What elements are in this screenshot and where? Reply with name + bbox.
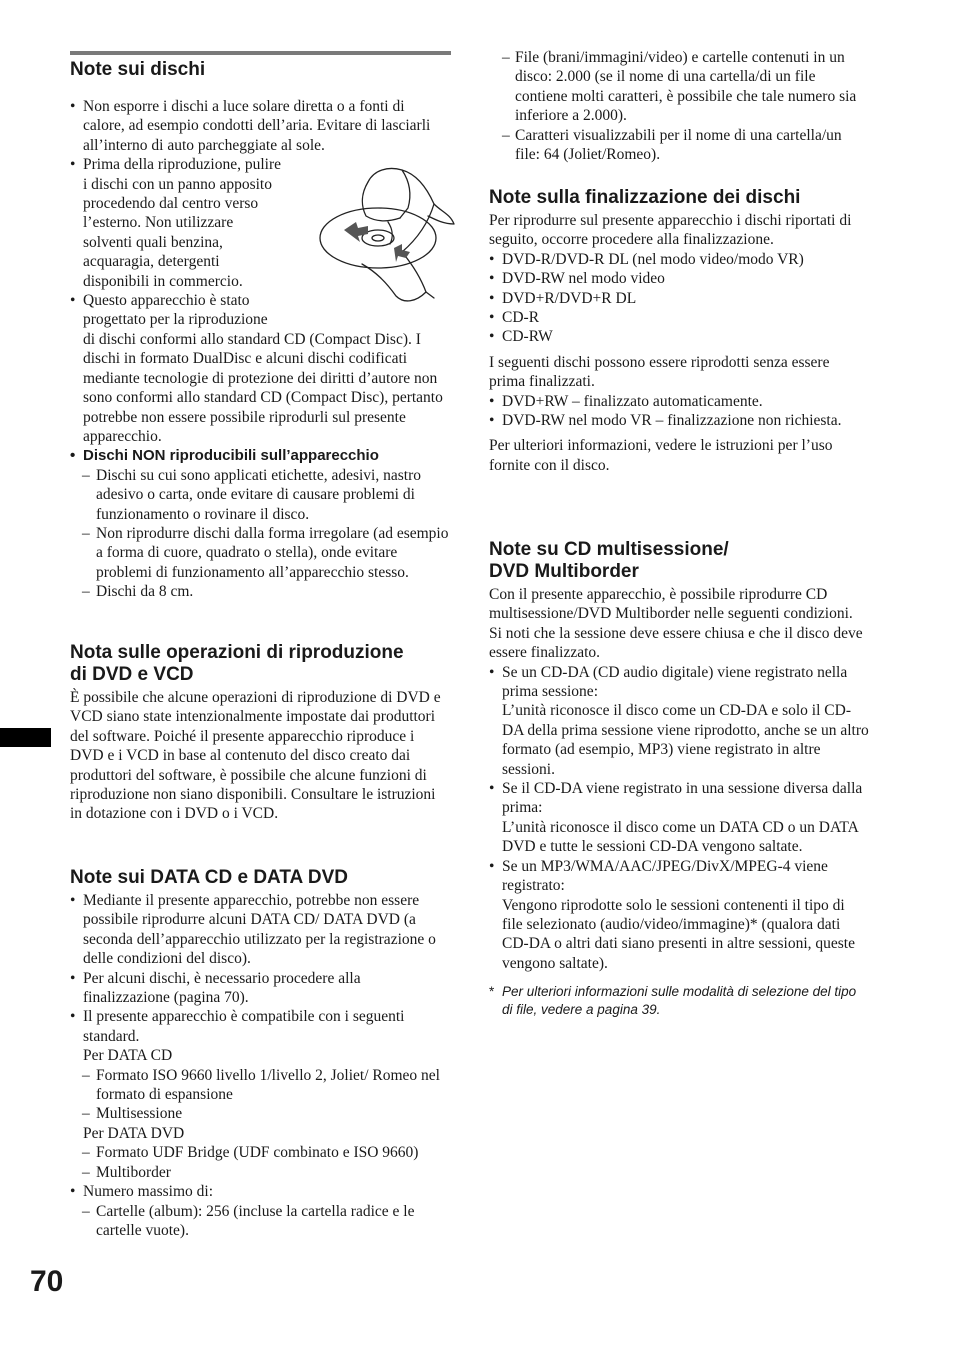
dash-etichette: – Dischi su cui sono applicati etichette, adesivi, nastro adesivo o carta, onde evitare di causare problemi di funzionamento o rovinare il disco. <box>70 466 450 524</box>
paragraph-finalizzazione-intro: Per riprodurre sul presente apparecchio i dischi riportati di seguito, occorre procedere alla finalizzazione. <box>489 212 852 249</box>
label-per-data-dvd: Per DATA DVD <box>83 1124 185 1142</box>
paragraph-senza-finalizzazione: I seguenti dischi possono essere riprodotti senza essere prima finalizzati. <box>489 353 830 391</box>
heading-line: Nota sulle operazioni di riproduzione <box>70 642 404 663</box>
bullet-numero-massimo: • Numero massimo di: <box>70 1182 450 1201</box>
text-line: i dischi con un panno apposito <box>83 175 272 193</box>
paragraph-multisessione-intro: Con il presente apparecchio, è possibile riprodurre CD multisessione/DVD Multiborder nelle seguenti condizioni. Si noti che la sessione deve essere chiusa e che il disco deve essere finalizzato. <box>489 586 863 662</box>
text-line: disponibili in commercio. <box>83 272 243 290</box>
heading-nota-operazioni <box>70 642 404 686</box>
list-item: • DVD+RW – finalizzato automaticamente. <box>489 392 869 411</box>
bullet-standard-cd <box>70 291 450 446</box>
text-paragraph: • Se il CD-DA viene registrato in una sessione diversa dalla prima: <box>502 780 863 817</box>
dash-udf-bridge: – Formato UDF Bridge (UDF combinato e ISO 9660) <box>70 1143 450 1162</box>
text-line: procedendo dal centro verso <box>83 195 259 213</box>
heading-line: DVD Multiborder <box>489 561 639 582</box>
bullet-standard: • Il presente apparecchio è compatibile con i seguenti standard. <box>70 1007 450 1046</box>
dash-multiborder: – Multiborder <box>70 1163 450 1182</box>
heading-note-sui-dischi: Note sui dischi <box>70 59 206 80</box>
dash-multisessione: – Multisessione <box>70 1104 450 1123</box>
text-line: • Prima della riproduzione, pulire <box>83 156 281 174</box>
text-line: progettato per la riproduzione <box>83 311 268 329</box>
text-line: • Questo apparecchio è stato <box>83 292 250 310</box>
heading-multisessione <box>489 539 729 583</box>
bullet-data-cd-compat: • Mediante il presente apparecchio, potrebbe non essere possibile riprodurre alcuni DATA CD/ DATA DVD (a seconda dell’apparecchio utilizzato per la registrazione o delle condizioni del disco). <box>70 891 450 969</box>
bullet-luce-solare: • Non esporre i dischi a luce solare diretta o a fonti di calore, ad esempio condotti dell’aria. Evitare di lasciarli all’interno di auto parcheggiate al sole. <box>70 97 450 155</box>
section-multisessione <box>489 585 869 1019</box>
section-finalizzazione <box>489 211 869 475</box>
text-paragraph: L’unità riconosce il disco come un DATA CD o un DATA DVD e tutte le sessioni CD-DA vengono saltate. <box>502 818 858 856</box>
section-data-cd-dvd <box>70 891 450 1240</box>
bullet-finalizzazione: • Per alcuni dischi, è necessario procedere alla finalizzazione (pagina 70). <box>70 969 450 1008</box>
list-item: • DVD+R/DVD+R DL <box>489 289 869 308</box>
text-line: l’esterno. Non utilizzare <box>83 214 234 232</box>
label-per-data-cd: Per DATA CD <box>83 1047 173 1065</box>
list-item: • DVD-RW nel modo VR – finalizzazione non richiesta. <box>489 411 869 430</box>
text-paragraph: di dischi conformi allo standard CD (Compact Disc). I dischi in formato DualDisc e alcuni dischi codificati mediante tecnologie di protezione dei diritti d’autore non sono conformi allo standard CD (Compact Disc), pertanto potrebbe non essere possibile riprodurli sul presente apparecchio. <box>83 330 443 445</box>
footnote-tipo-file: * Per ulteriori informazioni sulle modalità di selezione del tipo di file, vedere a pagina 39. <box>489 983 869 1019</box>
list-item: • CD-RW <box>489 327 869 346</box>
heading-line: di DVD e VCD <box>70 664 194 685</box>
bullet-cdda-diversa <box>489 779 869 857</box>
paragraph-operazioni: È possibile che alcune operazioni di riproduzione di DVD e VCD siano state intenzionalmente impostate dai produttori del software. Poiché il presente apparecchio riproduce i DVD e i VCD in base al contenuto del disco creato dai produttori del software, è possibile che alcune funzioni di riproduzione non siano disponibili. Consultare le istruzioni in dotazione con i DVD o i VCD. <box>70 689 441 823</box>
text-paragraph: Vengono riprodotte solo le sessioni contenenti il tipo di file selezionato (audio/video/immagine)* (qualora dati CD-DA o altri dati siano presenti in altre sessioni, queste vengono saltate). <box>502 896 855 972</box>
disc-cleaning-illustration <box>316 164 516 314</box>
heading-finalizzazione: Note sulla finalizzazione dei dischi <box>489 187 801 208</box>
text-paragraph: • Se un CD-DA (CD audio digitale) viene registrato nella prima sessione: <box>502 663 848 701</box>
list-item: • CD-R <box>489 308 869 327</box>
text-paragraph: L’unità riconosce il disco come un CD-DA e solo il CD-DA della prima sessione viene riprodotto, anche se un altro formato (ad esempio, MP3) viene registrato in altre sessioni. <box>502 702 869 778</box>
paragraph-ulteriori-info: Per ulteriori informazioni, vedere le istruzioni per l’uso fornite con il disco. <box>489 437 833 474</box>
dash-file-cartelle: – File (brani/immagini/video) e cartelle contenuti in un disco: 2.000 (se il nome di una cartella/di un file contiene molti caratteri, è possibile che tale numero sia inferiore a 2.000). <box>489 48 869 126</box>
dash-iso9660: – Formato ISO 9660 livello 1/livello 2, Joliet/ Romeo nel formato di espansione <box>70 1066 450 1105</box>
bullet-cdda-prima <box>489 663 869 779</box>
dash-cartelle: – Cartelle (album): 256 (incluse la cartella radice e le cartelle vuote). <box>70 1202 450 1241</box>
heading-line: Note su CD multisessione/ <box>489 539 729 560</box>
dash-forma-irregolare: – Non riprodurre dischi dalla forma irregolare (ad esempio a forma di cuore, quadrato o stella), onde evitare problemi di funzionamento all’apparecchio stesso. <box>70 524 450 582</box>
continued-limits <box>489 48 869 164</box>
section-tab-marker <box>0 728 51 747</box>
list-item: • DVD-RW nel modo video <box>489 269 869 288</box>
top-rule <box>70 51 451 55</box>
dash-8cm: – Dischi da 8 cm. <box>70 582 450 601</box>
bullet-dischi-non-riproducibili: • Dischi NON riproducibili sull’apparecchio <box>70 446 450 465</box>
heading-data-cd-dvd: Note sui DATA CD e DATA DVD <box>70 867 348 888</box>
dash-caratteri: – Caratteri visualizzabili per il nome di una cartella/un file: 64 (Joliet/Romeo). <box>489 126 869 165</box>
bullet-mp3 <box>489 857 869 973</box>
text-line: solventi quali benzina, <box>83 233 223 251</box>
page-number: 70 <box>30 1265 64 1298</box>
list-item: • DVD-R/DVD-R DL (nel modo video/modo VR) <box>489 250 869 269</box>
text-line: acquaragia, detergenti <box>83 253 220 271</box>
text-paragraph: • Se un MP3/WMA/AAC/JPEG/DivX/MPEG-4 viene registrato: <box>502 857 828 895</box>
